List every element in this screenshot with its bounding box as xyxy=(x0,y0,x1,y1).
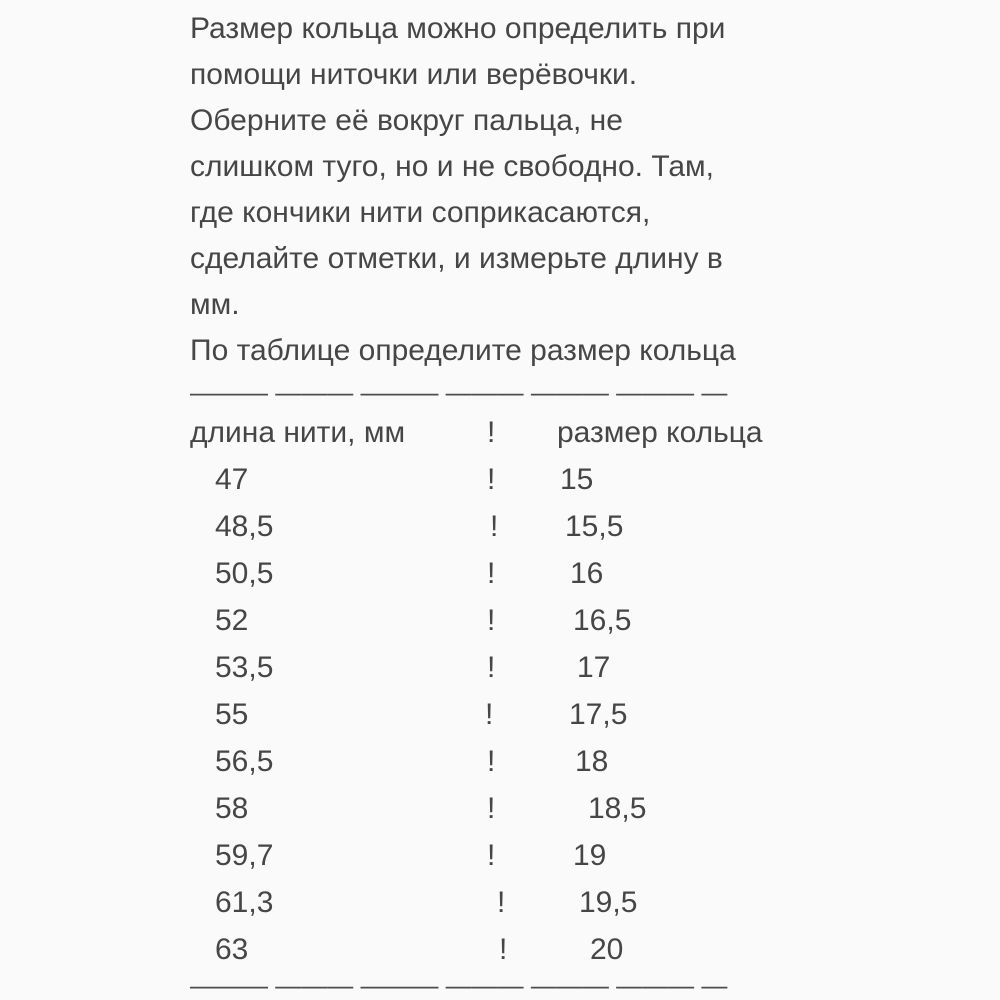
size-cell: 19 xyxy=(573,839,607,872)
ring-size-table xyxy=(190,410,1000,973)
size-cell: 16,5 xyxy=(573,604,632,637)
length-cell: 47 xyxy=(215,463,249,496)
length-cell: 55 xyxy=(215,698,249,731)
separator-mark: ! xyxy=(490,510,499,543)
length-cell: 48,5 xyxy=(215,510,274,543)
separator-mark: ! xyxy=(487,745,496,778)
separator-mark: ! xyxy=(497,886,506,919)
table-row xyxy=(190,738,1000,785)
table-row xyxy=(190,456,1000,503)
table-row xyxy=(190,691,1000,738)
text-line: помощи ниточки или верёвочки. xyxy=(190,58,638,91)
size-cell: 18 xyxy=(575,745,609,778)
separator-mark: ! xyxy=(487,651,496,684)
separator-mark: ! xyxy=(485,698,494,731)
text-line: Оберните её вокруг пальца, не xyxy=(190,104,623,137)
length-cell: 63 xyxy=(215,933,249,966)
size-cell: 15,5 xyxy=(565,510,624,543)
size-cell: 16 xyxy=(570,557,604,590)
text-line: где кончики нити соприкасаются, xyxy=(190,196,651,229)
table-row xyxy=(190,926,1000,973)
separator-mark: ! xyxy=(499,933,508,966)
length-column-header: длина нити, мм xyxy=(190,416,406,449)
table-row xyxy=(190,503,1000,550)
separator-mark: ! xyxy=(487,463,496,496)
table-row xyxy=(190,832,1000,879)
text-line: сделайте отметки, и измерьте длину в xyxy=(190,242,723,275)
size-cell: 17,5 xyxy=(569,698,628,731)
instructions-text xyxy=(190,6,1000,374)
table-row xyxy=(190,644,1000,691)
length-cell: 53,5 xyxy=(215,651,274,684)
table-row xyxy=(190,597,1000,644)
length-cell: 58 xyxy=(215,792,249,825)
size-cell: 15 xyxy=(560,463,594,496)
header-separator-mark: ! xyxy=(487,416,496,449)
size-column-header: размер кольца xyxy=(557,416,763,449)
separator-mark: ! xyxy=(487,604,496,637)
table-row xyxy=(190,879,1000,926)
text-line: мм. xyxy=(190,288,240,321)
table-row xyxy=(190,550,1000,597)
length-cell: 61,3 xyxy=(215,886,274,919)
separator-mark: ! xyxy=(487,792,496,825)
size-cell: 20 xyxy=(590,933,624,966)
text-line: Размер кольца можно определить при xyxy=(190,12,726,45)
table-row xyxy=(190,785,1000,832)
size-cell: 18,5 xyxy=(588,792,647,825)
separator-mark: ! xyxy=(487,557,496,590)
length-cell: 52 xyxy=(215,604,249,637)
table-body xyxy=(190,456,1000,973)
text-line: По таблице определите размер кольца xyxy=(190,334,736,367)
size-cell: 19,5 xyxy=(579,886,638,919)
length-cell: 50,5 xyxy=(215,557,274,590)
dashed-divider-bottom: ——— ——— ——— ——— ——— ——— — xyxy=(190,970,728,1000)
separator-mark: ! xyxy=(487,839,496,872)
text-line: слишком туго, но и не свободно. Там, xyxy=(190,150,714,183)
length-cell: 59,7 xyxy=(215,839,274,872)
size-cell: 17 xyxy=(577,651,611,684)
length-cell: 56,5 xyxy=(215,745,274,778)
dashed-divider-top: ——— ——— ——— ——— ——— ——— — xyxy=(190,377,728,407)
table-header xyxy=(190,410,1000,456)
